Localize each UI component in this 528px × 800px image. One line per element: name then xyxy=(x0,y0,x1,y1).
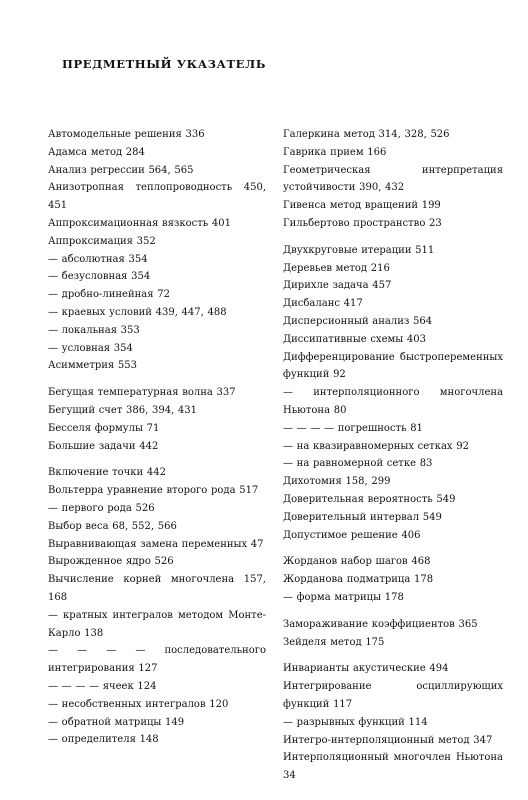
index-entry: Допустимое решение 406 xyxy=(283,529,421,541)
section-gap xyxy=(283,651,503,660)
index-entry: — абсолютная 354 xyxy=(48,253,148,265)
index-entry: — — — — погрешность 81 xyxy=(283,422,423,434)
index-entry: Замораживание коэффициентов 365 xyxy=(283,618,478,630)
index-column-right xyxy=(283,126,503,785)
index-entry: Жорданов набор шагов 468 xyxy=(283,556,431,568)
index-entry: — дробно-линейная 72 xyxy=(48,289,170,301)
index-entry: Интегро-интерполяционный метод 347 xyxy=(283,734,493,746)
index-entry: Дифференцирование быстропеременных функций 92 xyxy=(283,351,503,381)
index-entry: Интегрирование осциллирующих функций 117 xyxy=(283,681,503,710)
index-entry: Бегущий счет 386, 394, 431 xyxy=(48,404,198,416)
index-entry: Диссипативные схемы 403 xyxy=(283,333,426,345)
index-entry: Жорданова подматрица 178 xyxy=(283,574,434,586)
index-entry: Доверительный интервал 549 xyxy=(283,511,442,523)
section-gap xyxy=(283,544,503,553)
index-entry: — безусловная 354 xyxy=(48,271,151,283)
index-entry: — обратной матрицы 149 xyxy=(48,716,185,728)
index-entry: Аппроксимация 352 xyxy=(48,235,156,247)
index-entry: Дисбаланс 417 xyxy=(283,298,363,310)
index-entry: — — — — последовательного интегрирования 127 xyxy=(48,645,266,675)
section-gap xyxy=(48,455,266,464)
index-entry: Двухкруговые итерации 511 xyxy=(283,244,435,256)
index-entry: — разрывных функций 114 xyxy=(283,716,428,728)
index-entry: Доверительная вероятность 549 xyxy=(283,493,456,505)
index-entry: Гаврика прием 166 xyxy=(283,146,387,158)
index-entry: Дисперсионный анализ 564 xyxy=(283,315,433,327)
index-entry: — кратных интегралов методом Монте-Карло 138 xyxy=(48,609,266,639)
index-entry: Геометрическая интерпретация устойчивости 390, 432 xyxy=(283,164,503,194)
index-column-left xyxy=(48,126,266,749)
index-entry: Анализ регрессии 564, 565 xyxy=(48,164,194,176)
index-entry: — — — — ячеек 124 xyxy=(48,680,157,692)
index-entry: Большие задачи 442 xyxy=(48,440,159,452)
index-entry: Бесселя формулы 71 xyxy=(48,422,160,434)
section-gap xyxy=(283,607,503,616)
index-entry: Бегущая температурная волна 337 xyxy=(48,387,236,399)
index-entry: — форма матрицы 178 xyxy=(283,591,404,603)
index-entry: Вырожденное ядро 526 xyxy=(48,556,174,568)
index-entry: Инварианты акустические 494 xyxy=(283,663,449,675)
index-entry: Дихотомия 158, 299 xyxy=(283,476,391,488)
index-entry: Включение точки 442 xyxy=(48,467,166,479)
index-entry: — краевых условий 439, 447, 488 xyxy=(48,306,227,318)
index-entry: Асимметрия 553 xyxy=(48,360,137,372)
index-entry: — несобственных интегралов 120 xyxy=(48,698,229,710)
index-entry: — определителя 148 xyxy=(48,734,159,746)
index-entry: Интерполяционный многочлен Ньютона 34 xyxy=(283,752,503,782)
index-entry: — условная 354 xyxy=(48,342,133,354)
index-entry: — на равномерной сетке 83 xyxy=(283,458,433,470)
index-entry: — на квазиравномерных сетках 92 xyxy=(283,440,469,452)
index-entry: Дирихле задача 457 xyxy=(283,280,392,292)
section-gap xyxy=(48,375,266,384)
index-entry: — интерполяционного многочлена Ньютона 80 xyxy=(283,387,503,416)
index-entry: — локальная 353 xyxy=(48,324,140,336)
index-entry: Автомодельные решения 336 xyxy=(48,129,205,140)
index-entry: Деревьев метод 216 xyxy=(283,262,390,274)
index-entry: Вычисление корней многочлена 157, 168 xyxy=(48,574,266,603)
index-entry: — первого рода 526 xyxy=(48,502,155,514)
index-entry: Галеркина метод 314, 328, 526 xyxy=(283,129,450,140)
index-entry: Анизотропная теплопроводность 450, 451 xyxy=(48,182,266,212)
index-entry: Адамса метод 284 xyxy=(48,146,145,158)
index-entry: Зейделя метод 175 xyxy=(283,636,385,648)
index-entry: Гивенса метод вращений 199 xyxy=(283,200,441,212)
index-entry: Выбор веса 68, 552, 566 xyxy=(48,520,177,532)
section-gap xyxy=(283,233,503,242)
index-entry: Вольтерра уравнение второго рода 517 xyxy=(48,485,259,497)
index-entry: Аппроксимационная вязкость 401 xyxy=(48,217,231,229)
page-title: ПРЕДМЕТНЫЙ УКАЗАТЕЛЬ xyxy=(62,57,266,71)
index-entry: Выравнивающая замена переменных 47 xyxy=(48,538,264,550)
index-entry: Гильбертово пространство 23 xyxy=(283,217,442,229)
